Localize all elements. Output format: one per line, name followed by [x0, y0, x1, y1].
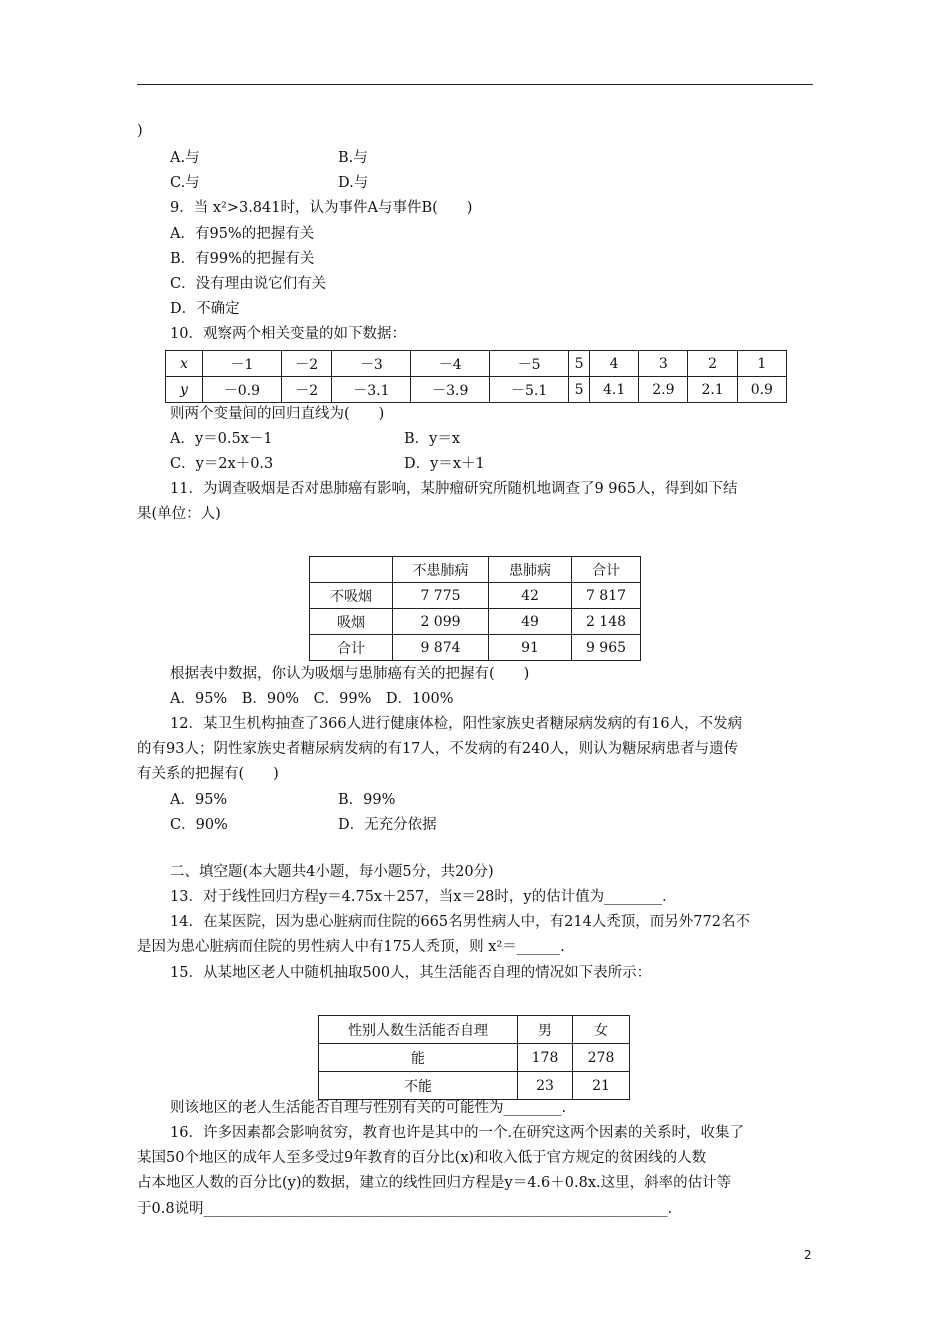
table-cell: －2: [281, 377, 332, 403]
page-number: 2: [804, 1248, 812, 1262]
q8-option-d: D.与: [338, 175, 369, 191]
table-cell: 42: [489, 583, 572, 609]
q12-option-d: D．无充分依据: [338, 817, 437, 833]
q13-stem: 13．对于线性回归方程y＝4.75x＋257，当x＝28时，y的估计值为________．: [170, 889, 677, 905]
q12-line2: 的有93人；阴性家族史者糖尿病发病的有17人，不发病的有240人，则认为糖尿病患者与遗传: [137, 741, 739, 757]
table-cell: 5: [569, 377, 590, 403]
q15-question: 则该地区的老人生活能否自理与性别有关的可能性为________.: [170, 1100, 567, 1116]
table-row: [310, 635, 641, 661]
table-cell: －3.1: [332, 377, 411, 403]
table-row: [319, 1044, 630, 1072]
q11-question: 根据表中数据，你认为吸烟与患肺癌有关的把握有( ): [170, 666, 530, 682]
table-cell: [310, 557, 393, 583]
table-cell: 2: [688, 351, 737, 377]
table-cell: 患肺病: [489, 557, 572, 583]
table-row: [310, 583, 641, 609]
table-cell: 4: [590, 351, 639, 377]
q11-options: A．95% B．90% C．99% D．100%: [170, 691, 454, 707]
table-cell: 178: [518, 1044, 573, 1072]
q9-option-c: C．没有理由说它们有关: [170, 276, 327, 292]
table-row: [310, 609, 641, 635]
table-cell: －5.1: [490, 377, 569, 403]
table-cell: 21: [573, 1072, 630, 1100]
table-cell: 2 148: [572, 609, 641, 635]
q10-option-c: C．y＝2x＋0.3: [170, 456, 274, 472]
table-cell: 1: [737, 351, 786, 377]
table-cell: 2.1: [688, 377, 737, 403]
table-cell: －4: [411, 351, 490, 377]
q9-option-d: D．不确定: [170, 301, 240, 317]
table-cell: 不患肺病: [393, 557, 489, 583]
table-cell: 2 099: [393, 609, 489, 635]
q12-option-b: B．99%: [338, 792, 396, 808]
q10-option-a: A．y＝0.5x－1: [170, 431, 273, 447]
q12-line3: 有关系的把握有( ): [137, 766, 279, 782]
q16-line4: 于0.8说明________________________________________________________________.: [137, 1201, 673, 1217]
table-cell: 4.1: [590, 377, 639, 403]
q12-option-a: A．95%: [170, 792, 228, 808]
table-cell: 23: [518, 1072, 573, 1100]
table-cell: 2.9: [639, 377, 688, 403]
table-cell: 不吸烟: [310, 583, 393, 609]
table-row: [166, 351, 787, 377]
q9-option-a: A．有95%的把握有关: [170, 226, 315, 242]
table-cell: 3: [639, 351, 688, 377]
header-rule: [137, 84, 813, 85]
q14-line2: 是因为患心脏病而住院的男性病人中有175人秃顶，则 x²＝______.: [137, 939, 565, 955]
table-cell: 49: [489, 609, 572, 635]
q11-stem-line1: 11．为调查吸烟是否对患肺癌有影响，某肿瘤研究所随机地调查了9 965人，得到如下结: [170, 481, 738, 497]
table-cell: y: [166, 377, 203, 403]
q12-line1: 12．某卫生机构抽查了366人进行健康体检，阳性家族史者糖尿病发病的有16人，不发病: [170, 716, 743, 732]
q10-option-b: B．y＝x: [404, 431, 461, 447]
q10-option-d: D．y＝x＋1: [404, 456, 485, 472]
q11-data-table: [309, 556, 641, 661]
q8-option-c: C.与: [170, 175, 200, 191]
q12-option-c: C．90%: [170, 817, 228, 833]
q10-data-table: [165, 350, 787, 403]
q14-line1: 14．在某医院，因为患心脏病而住院的665名男性病人中，有214人秃顶，而另外772名不: [170, 914, 750, 930]
table-cell: 5: [569, 351, 590, 377]
section-heading: 二、填空题(本大题共4小题，每小题5分，共20分): [170, 864, 494, 880]
table-cell: －2: [281, 351, 332, 377]
table-row: [310, 557, 641, 583]
table-cell: 女: [573, 1016, 630, 1044]
q10-stem: 10．观察两个相关变量的如下数据：: [170, 326, 406, 342]
table-cell: －1: [203, 351, 282, 377]
table-cell: 91: [489, 635, 572, 661]
q8-option-b: B.与: [338, 150, 368, 166]
table-cell: －3: [332, 351, 411, 377]
q15-stem: 15．从某地区老人中随机抽取500人，其生活能否自理的情况如下表所示：: [170, 965, 652, 981]
table-cell: 吸烟: [310, 609, 393, 635]
table-cell: 合计: [310, 635, 393, 661]
q16-line3: 占本地区人数的百分比(y)的数据，建立的线性回归方程是y＝4.6＋0.8x.这里，斜率的估计等: [137, 1175, 732, 1191]
table-cell: 7 775: [393, 583, 489, 609]
table-cell: 男: [518, 1016, 573, 1044]
q9-option-b: B．有99%的把握有关: [170, 251, 315, 267]
table-row: [319, 1072, 630, 1100]
table-cell: x: [166, 351, 203, 377]
closing-paren: ): [137, 123, 143, 139]
table-cell: 7 817: [572, 583, 641, 609]
q9-stem: 9．当 x²>3.841时，认为事件A与事件B( ): [170, 200, 473, 216]
table-cell: 性别人数生活能否自理: [319, 1016, 518, 1044]
table-cell: －3.9: [411, 377, 490, 403]
q15-data-table: [318, 1015, 630, 1100]
table-cell: 能: [319, 1044, 518, 1072]
table-cell: 9 874: [393, 635, 489, 661]
table-row: [166, 377, 787, 403]
table-cell: －0.9: [203, 377, 282, 403]
table-row: [319, 1016, 630, 1044]
table-cell: 不能: [319, 1072, 518, 1100]
q10-question: 则两个变量间的回归直线为( ): [170, 406, 385, 422]
table-cell: 278: [573, 1044, 630, 1072]
table-cell: －5: [490, 351, 569, 377]
table-cell: 9 965: [572, 635, 641, 661]
q16-line2: 某国50个地区的成年人至多受过9年教育的百分比(x)和收入低于官方规定的贫困线的人数: [137, 1150, 707, 1166]
q16-line1: 16．许多因素都会影响贫穷，教育也许是其中的一个.在研究这两个因素的关系时，收集了: [170, 1125, 745, 1141]
q11-stem-line2: 果(单位：人): [137, 506, 221, 522]
table-cell: 合计: [572, 557, 641, 583]
table-cell: 0.9: [737, 377, 786, 403]
q8-option-a: A.与: [170, 150, 200, 166]
